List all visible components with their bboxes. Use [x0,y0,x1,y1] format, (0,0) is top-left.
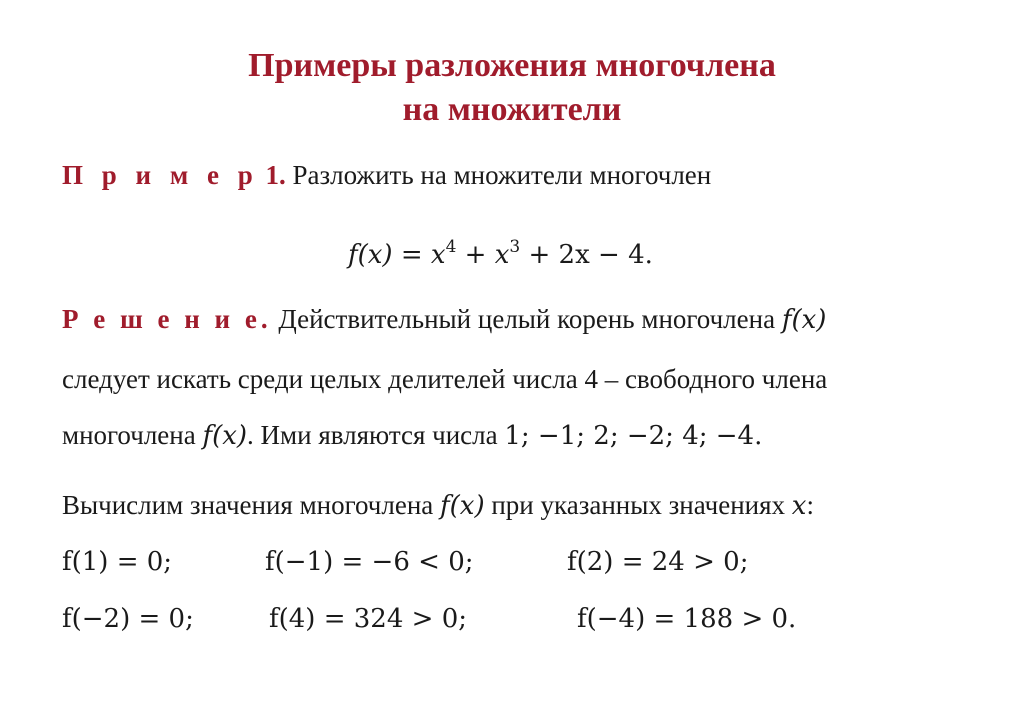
formula-term-x4: x [430,240,446,270]
slide-title [0,44,1024,132]
value-f1: f(1) = 0; [62,547,173,577]
example-label: П р и м е р [62,160,259,190]
formula-rest: + 2x − 4. [520,240,653,270]
solution-text-1: Действительный целый корень многочлена [278,304,782,334]
formula-plus: + [456,240,495,270]
solution-line-2: следует искать среди целых делителей числа 4 – свободного члена [62,364,828,394]
formula-lhs: f(x) [348,240,393,270]
solution-line-3 [62,418,762,453]
compute-text: Вычислим значения многочлена [62,490,441,520]
solution-text-3: многочлена [62,420,203,450]
solution-label: Р е ш е н и е. [62,304,272,334]
solution-text-3b: . Ими являются числа [247,420,505,450]
polynomial-formula [348,238,653,272]
value-f-minus1: f(−1) = −6 < 0; [265,547,474,577]
compute-var: x [791,491,807,521]
title-line-2: на множители [402,91,622,128]
value-f2: f(2) = 24 > 0; [567,547,749,577]
divisor-values: 1; −1; 2; −2; 4; −4. [504,421,763,451]
formula-power-4: 4 [445,237,457,257]
formula-eq: = [392,240,431,270]
solution-math-3: f(x) [202,421,248,451]
example-number: 1. [265,160,286,190]
example-line [62,158,711,192]
formula-power-3: 3 [509,237,521,257]
value-f4: f(4) = 324 > 0; [269,604,468,634]
formula-term-x3: x [494,240,510,270]
solution-math-1: f(x) [781,305,827,335]
value-f-minus4: f(−4) = 188 > 0. [577,604,797,634]
example-text: Разложить на множители многочлен [292,160,712,190]
solution-line-1 [62,302,826,337]
compute-math: f(x) [440,491,485,521]
compute-text-2: при указанных значениях [484,490,792,520]
compute-line [62,488,814,523]
title-line-1: Примеры разложения многочлена [248,47,776,84]
compute-colon: : [806,490,814,520]
value-f-minus2: f(−2) = 0; [62,604,194,634]
